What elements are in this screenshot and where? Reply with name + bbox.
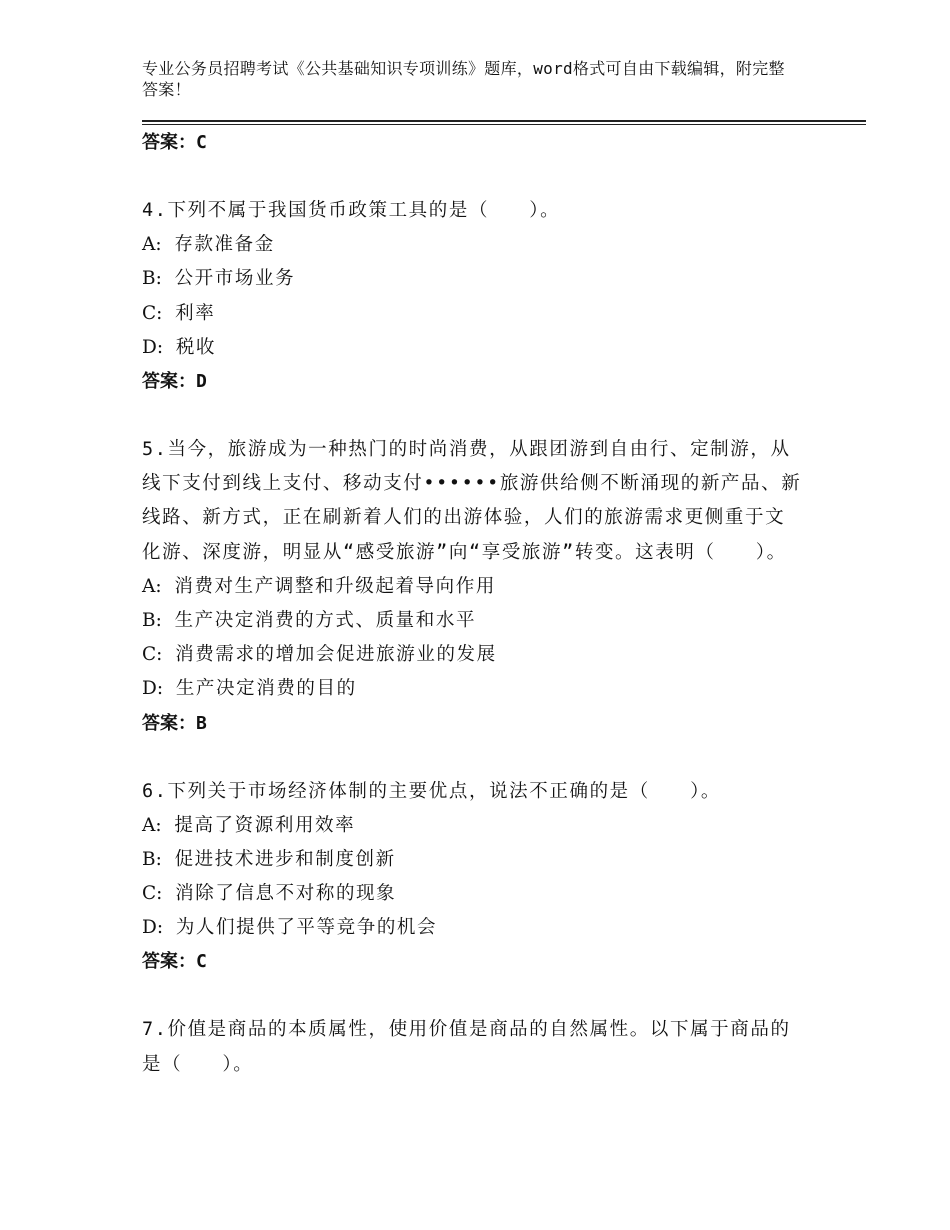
option-letter: A: xyxy=(142,575,162,597)
question-stem: 6.下列关于市场经济体制的主要优点，说法不正确的是（ ）。 xyxy=(142,780,722,802)
option-a xyxy=(142,228,802,262)
spacer xyxy=(142,741,802,775)
question-block xyxy=(142,1013,802,1081)
question-block xyxy=(142,775,802,980)
option-letter: C: xyxy=(142,883,163,905)
option-letter: C: xyxy=(142,302,163,324)
spacer xyxy=(142,160,802,194)
answer-line: 答案：C xyxy=(142,951,207,973)
answer-line: 答案：B xyxy=(142,712,207,734)
option-letter: D: xyxy=(142,917,164,939)
option-text: 生产决定消费的目的 xyxy=(175,678,357,700)
option-letter: B: xyxy=(142,609,162,631)
spacer xyxy=(142,399,802,433)
option-letter: C: xyxy=(142,644,163,666)
option-c xyxy=(142,638,802,672)
option-text: 消费需求的增加会促进旅游业的发展 xyxy=(175,644,497,666)
option-text: 消除了信息不对称的现象 xyxy=(175,883,397,905)
header-rule xyxy=(142,120,866,122)
question-stem: 4.下列不属于我国货币政策工具的是（ ）。 xyxy=(142,200,561,221)
option-text: 公开市场业务 xyxy=(174,268,296,290)
option-d xyxy=(142,911,802,945)
question-stem: 5.当今，旅游成为一种热门的时尚消费，从跟团游到自由行、定制游，从线下支付到线上支付、移动支付••••••旅游供给侧不断涌现的新产品、新线路、新方式，正在刷新着人们的出游体验，人们的旅游需求更侧重于文化游、深度游，明显从“感受旅游”向“享受旅游”转变。这表明（ ）。 xyxy=(142,438,802,563)
option-a xyxy=(142,570,802,604)
option-letter: D: xyxy=(142,336,164,358)
option-b xyxy=(142,262,802,296)
document-body xyxy=(142,126,802,1082)
option-b xyxy=(142,604,802,638)
option-letter: A: xyxy=(142,234,162,256)
option-d xyxy=(142,672,802,706)
option-b xyxy=(142,843,802,877)
option-letter: A: xyxy=(142,814,162,836)
question-stem: 7.价值是商品的本质属性，使用价值是商品的自然属性。以下属于商品的是（ ）。 xyxy=(142,1019,791,1075)
answer-line: 答案：D xyxy=(142,370,207,392)
option-a xyxy=(142,809,802,843)
header-rule-thin xyxy=(142,124,866,125)
option-text: 为人们提供了平等竞争的机会 xyxy=(175,917,438,939)
page-header: 专业公务员招聘考试《公共基础知识专项训练》题库，word格式可自由下载编辑，附完整答案！ xyxy=(142,59,785,99)
option-d xyxy=(142,331,802,365)
option-c xyxy=(142,297,802,331)
question-block xyxy=(142,194,802,399)
question-block xyxy=(142,433,802,741)
option-text: 消费对生产调整和升级起着导向作用 xyxy=(174,575,496,597)
option-c xyxy=(142,877,802,911)
option-text: 存款准备金 xyxy=(174,234,275,256)
option-letter: B: xyxy=(142,848,162,870)
option-text: 税收 xyxy=(175,336,217,358)
option-text: 生产决定消费的方式、质量和水平 xyxy=(174,609,477,631)
option-text: 提高了资源利用效率 xyxy=(174,814,356,836)
spacer xyxy=(142,979,802,1013)
option-letter: D: xyxy=(142,678,164,700)
answer-previous: 答案：C xyxy=(142,132,207,153)
option-text: 利率 xyxy=(175,302,216,324)
option-letter: B: xyxy=(142,268,162,290)
option-text: 促进技术进步和制度创新 xyxy=(174,848,396,870)
